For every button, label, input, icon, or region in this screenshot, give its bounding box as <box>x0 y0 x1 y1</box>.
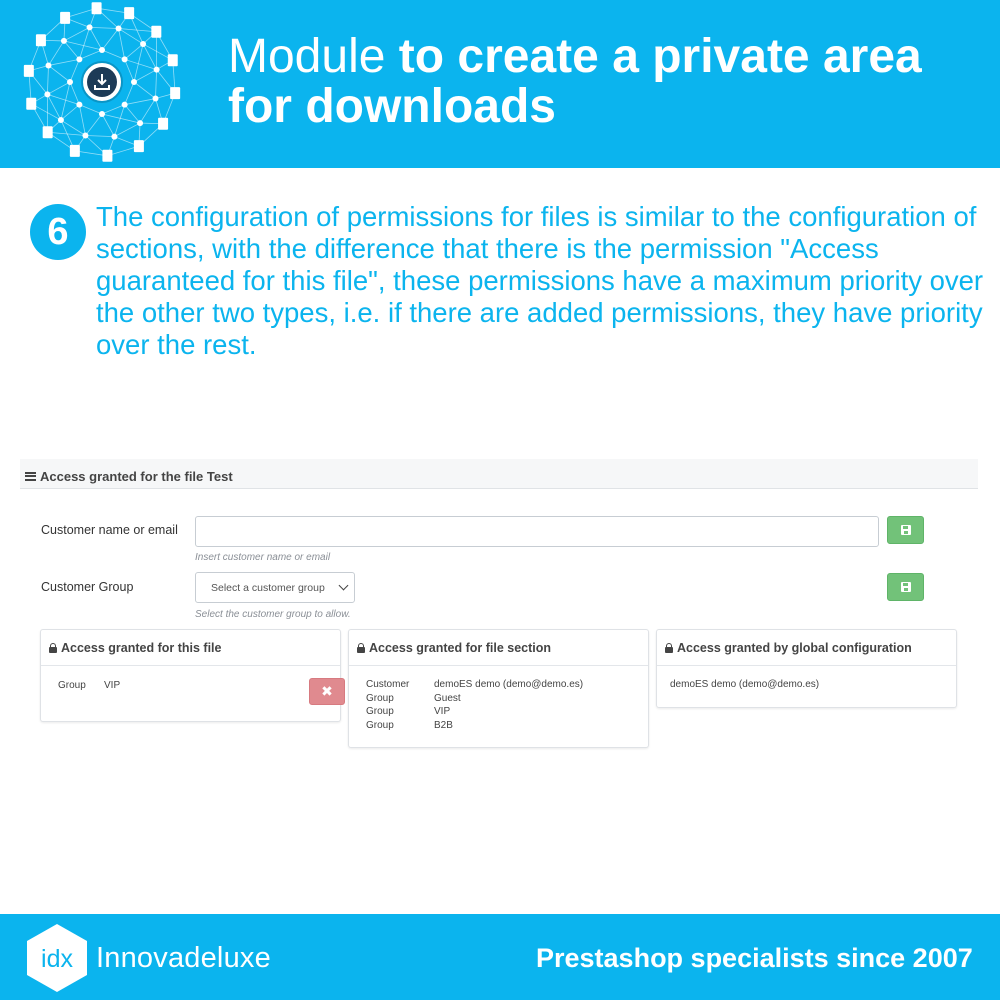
list-item <box>366 692 648 706</box>
row-value: VIP <box>434 706 451 717</box>
section-access-card-title: Access granted for file section <box>369 640 552 655</box>
row-value: demoES demo (demo@demo.es) <box>434 679 584 690</box>
list-item <box>366 719 648 733</box>
section-access-card-header <box>349 630 648 666</box>
chevron-down-icon <box>339 581 349 591</box>
global-access-card-title: Access granted by global configuration <box>677 640 912 655</box>
row-key: Group <box>366 692 394 704</box>
list-item <box>670 678 956 692</box>
idx-logo <box>24 922 90 994</box>
footer-tagline: Prestashop specialists since 2007 <box>536 943 973 973</box>
save-icon <box>901 525 911 535</box>
group-help-text: Select the customer group to allow. <box>195 609 351 620</box>
idx-logo-text: idx <box>41 945 73 973</box>
step-description: The configuration of permissions for files is similar to the configuration of sections, with the difference that there is the permission "Access guaranteed for this file", these permissions have a maximum priority over the other two types, i.e. if there are added permissions, they have priority over the rest. <box>96 201 984 360</box>
title-bold-1: to create a private area <box>398 30 922 83</box>
global-access-list <box>657 666 956 692</box>
save-group-button[interactable] <box>887 573 924 601</box>
section-access-list <box>349 666 648 732</box>
list-item <box>366 705 648 719</box>
lock-icon <box>665 643 673 653</box>
customer-search-input[interactable] <box>195 516 879 547</box>
section-access-card <box>348 629 649 748</box>
file-access-list <box>41 666 340 693</box>
customer-help-text: Insert customer name or email <box>195 552 331 563</box>
title-bold-2: for downloads <box>228 80 556 133</box>
global-access-card <box>656 629 957 708</box>
customer-label: Customer name or email <box>41 523 178 537</box>
download-network-logo <box>18 0 188 168</box>
customer-group-select[interactable] <box>195 572 355 603</box>
row-key: Customer <box>366 679 410 690</box>
save-customer-button[interactable] <box>887 516 924 544</box>
file-access-card-title: Access granted for this file <box>61 640 222 655</box>
step-number-badge: 6 <box>30 204 86 260</box>
customer-group-select-value: Select a customer group <box>211 582 325 594</box>
delete-access-button[interactable] <box>309 678 345 705</box>
list-icon <box>25 472 36 481</box>
close-icon: ✖ <box>321 683 333 699</box>
row-key: Group <box>366 719 394 731</box>
file-access-card <box>40 629 341 722</box>
list-item <box>366 678 648 692</box>
lock-icon <box>49 643 57 653</box>
lock-icon <box>357 643 365 653</box>
list-item <box>58 679 340 693</box>
title-light: Module <box>228 30 399 83</box>
file-access-card-header <box>41 630 340 666</box>
row-key: Group <box>58 680 86 691</box>
access-panel <box>20 459 978 489</box>
brand-name: Innovadeluxe <box>96 942 271 974</box>
panel-heading-title: Access granted for the file Test <box>40 468 233 484</box>
row-value: B2B <box>434 719 453 731</box>
banner-title <box>228 32 988 132</box>
global-access-card-header <box>657 630 956 666</box>
row-value: Guest <box>434 692 461 704</box>
save-icon <box>901 582 911 592</box>
row-value: demoES demo (demo@demo.es) <box>670 679 820 690</box>
panel-heading <box>20 459 978 489</box>
group-label: Customer Group <box>41 580 134 594</box>
row-key: Group <box>366 706 394 717</box>
row-value: VIP <box>104 680 121 691</box>
